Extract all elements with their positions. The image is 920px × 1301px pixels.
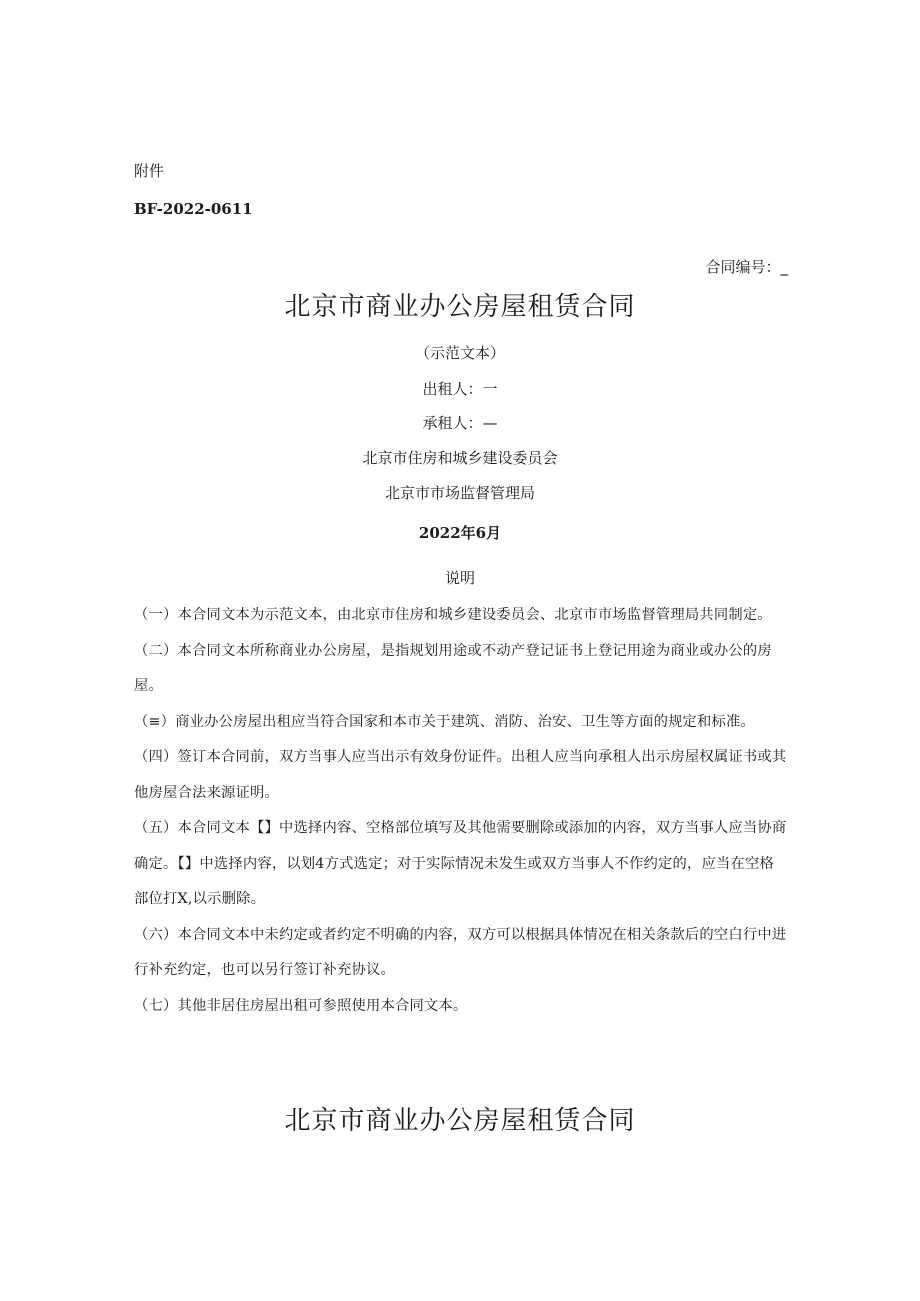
notes-heading: 说明 [444,569,475,587]
contract-number-label: 合同编号：_ [705,258,788,276]
note-item: （二）本合同文本所称商业办公房屋，是指规划用途或不动产登记证书上登记用途为商业或办公的房屋。 [134,642,772,694]
note-item: （四）签订本合同前，双方当事人应当出示有效身份证件。出租人应当向承租人出示房屋权属证书或其他房屋合法来源证明。 [134,749,787,801]
document-code: BF-2022-0611 [134,200,253,218]
notes-list [134,598,788,1024]
publication-date: 2022年6月 [418,524,502,542]
issuer-housing-commission: 北京市住房和城乡建设委员会 [362,449,558,467]
note-item: （七）其他非居住房屋出租可参照使用本合同文本。 [134,997,468,1014]
lessor-label: 出租人：一 [422,380,498,398]
sample-text-label: （示范文本） [414,344,505,362]
cover-title: 北京市商业办公房屋租赁合同 [284,292,636,322]
note-item: （≡）商业办公房屋出租应当符合国家和本市关于建筑、消防、治安、卫生等方面的规定和标准。 [134,713,756,730]
note-item: （一）本合同文本为示范文本，由北京市住房和城乡建设委员会、北京市市场监督管理局共同制定。 [134,607,772,623]
note-item: （六）本合同文本中未约定或者约定不明确的内容，双方可以根据具体情况在相关条款后的空白行中进行补充约定，也可以另行签订补充协议。 [134,926,787,978]
lessee-label: 承租人：— [422,414,498,432]
note-item: （五）本合同文本【】中选择内容、空格部位填写及其他需要删除或添加的内容，双方当事人应当协商确定。【】中选择内容，以划4方式选定；对于实际情况未发生或双方当事人不作约定的，应当在空格部位打X,以示删除。 [134,820,787,907]
issuer-market-supervision: 北京市市场监督管理局 [384,484,535,502]
contract-body-title: 北京市商业办公房屋租赁合同 [284,1106,636,1136]
attachment-label: 附件 [134,162,165,180]
